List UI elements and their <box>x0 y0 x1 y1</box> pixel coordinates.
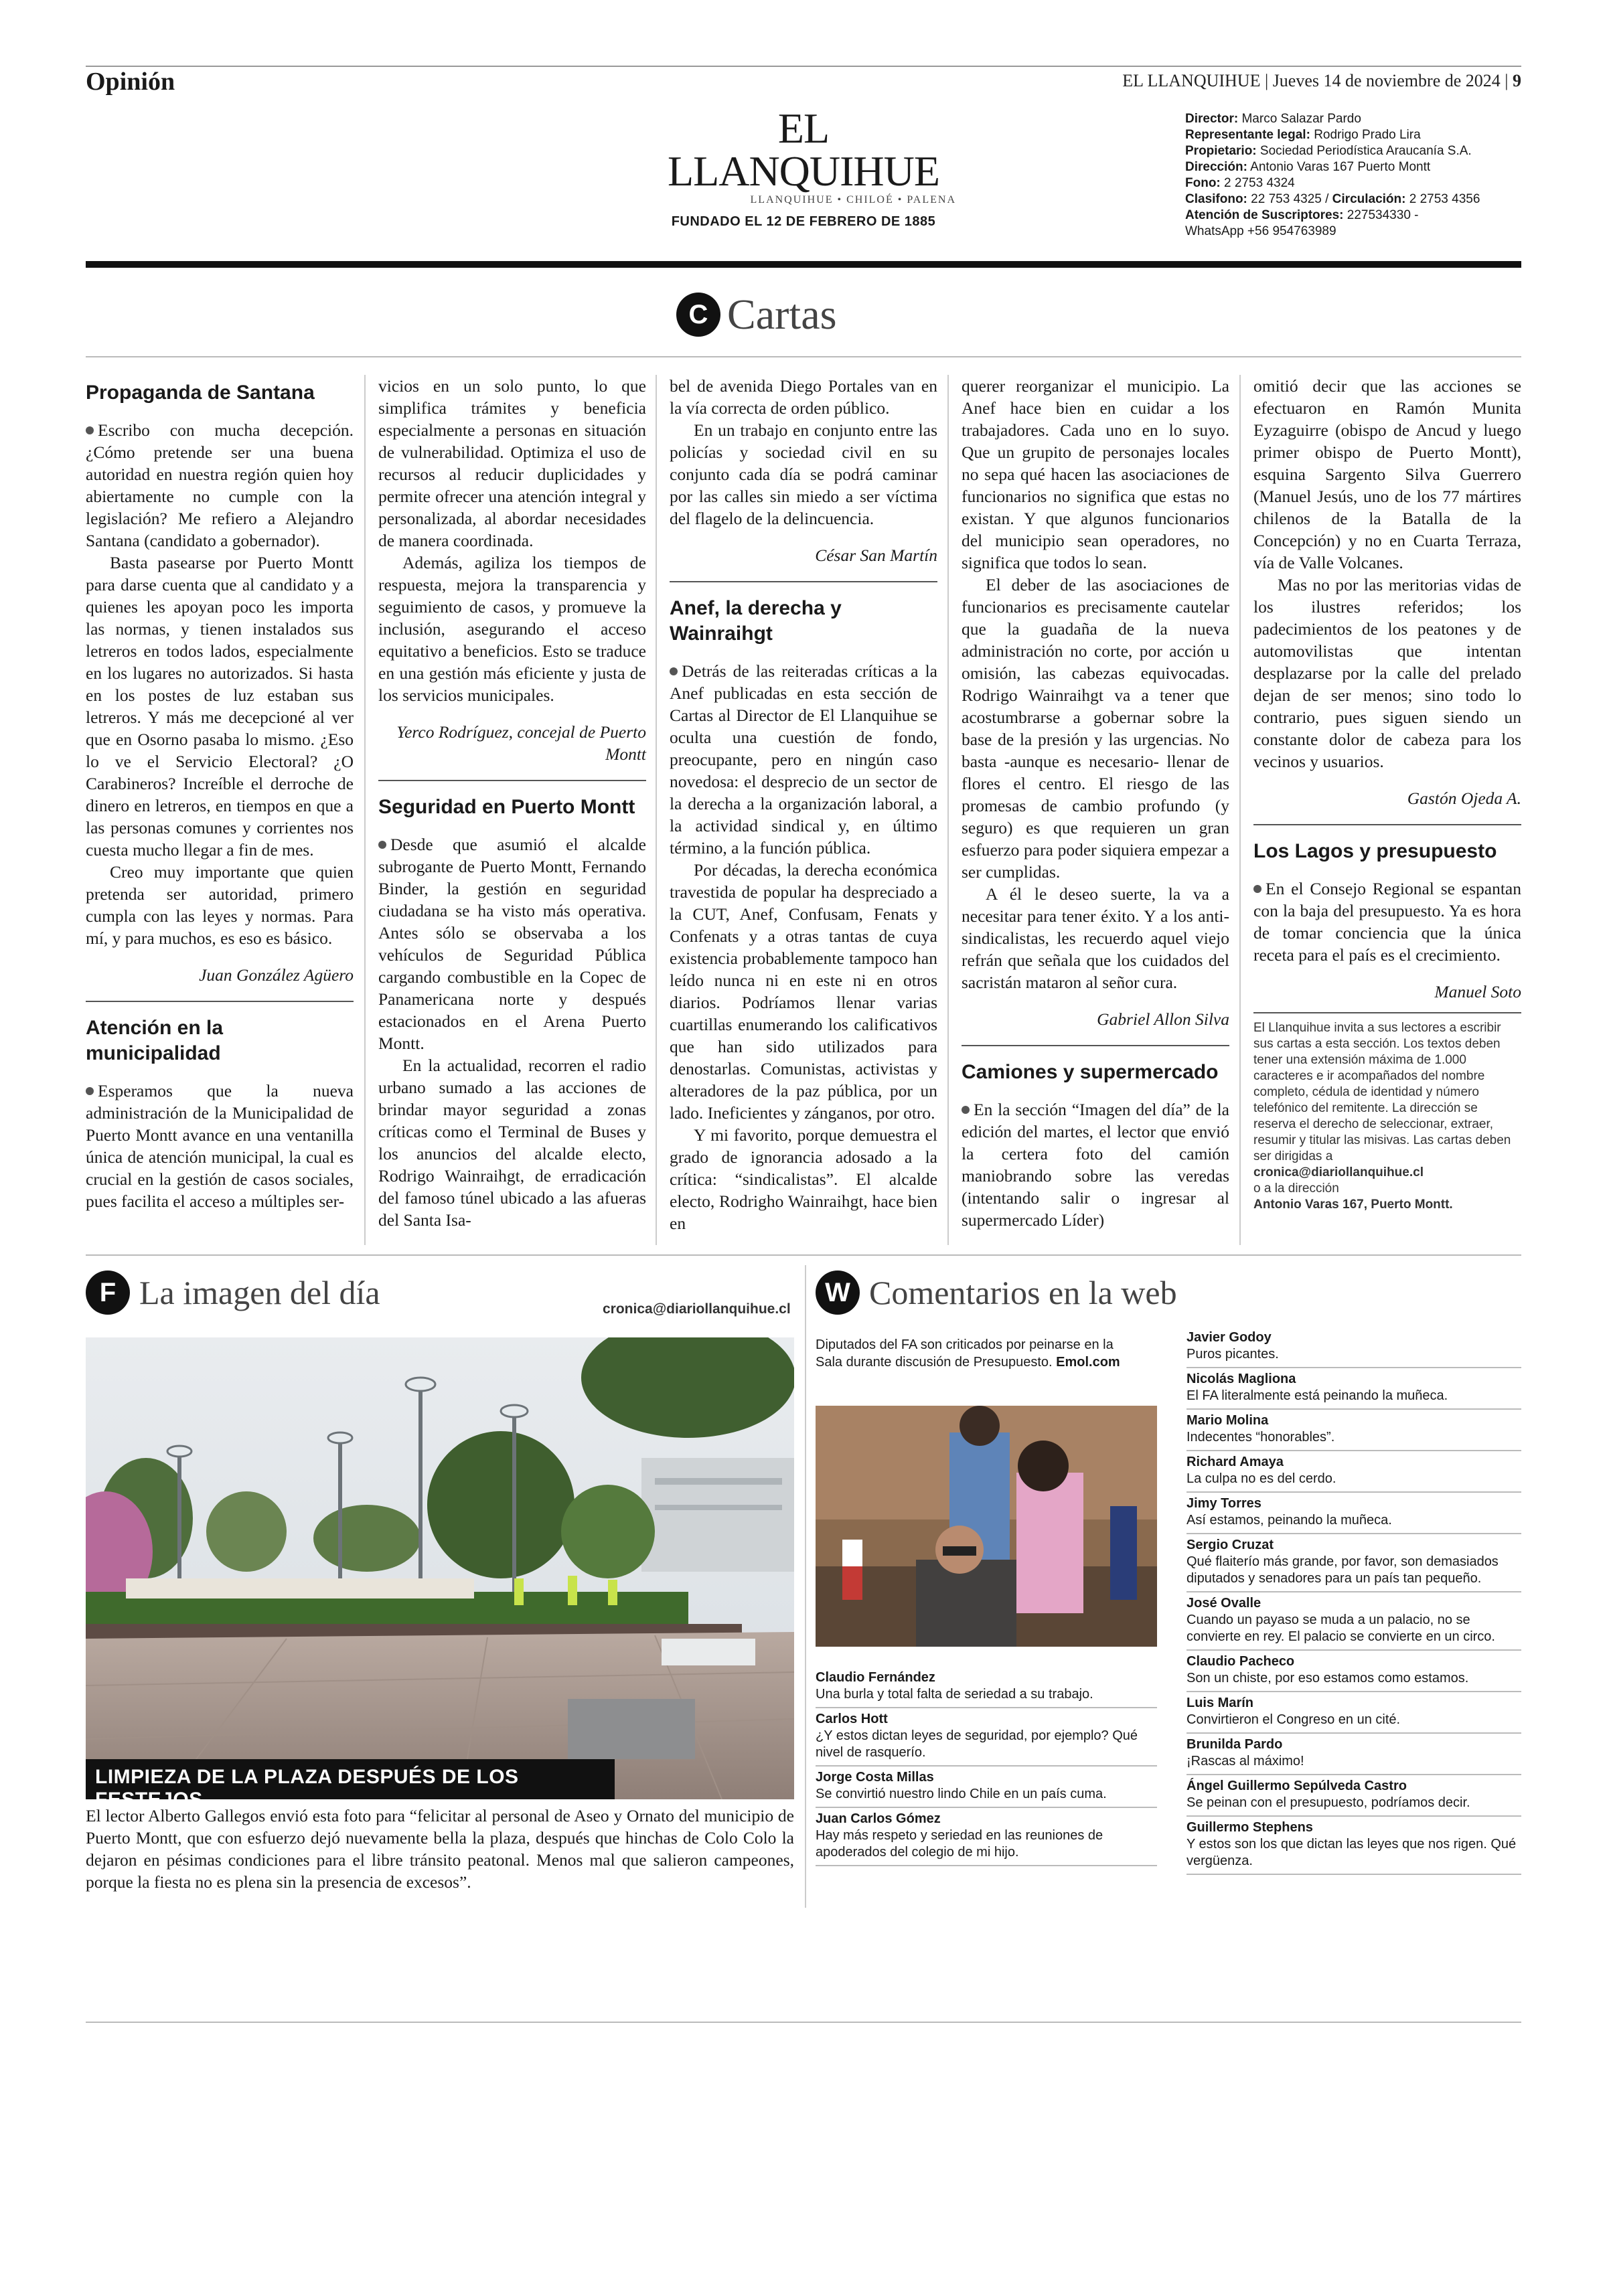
comment-author: Guillermo Stephens <box>1187 1820 1313 1835</box>
letter-paragraph: El deber de las asociaciones de funcionarios es precisamente cautelar que la guadaña de la nueva administración no corte, por acción u omisión, las cabezas equivocadas. Rodrigo Wainraihgt va a tener que acostumbrarse a gobernar sobre la base de la presión y las urgencias. No basta -aunque es necesario- llenar de flores el centro. El riesgo de las promesas de cambio profundo (y seguro) es que requieren un gran esfuerzo para poder siquiera empezar a ser cumplidas. <box>962 575 1229 882</box>
letter-signature: Juan González Agüero <box>199 965 354 985</box>
comment-item <box>1187 1534 1521 1592</box>
letter-headline: Camiones y supermercado <box>962 1061 1219 1083</box>
comment-item <box>1187 1451 1521 1493</box>
comment-author: Nicolás Magliona <box>1187 1372 1296 1386</box>
comment-text: Convirtieron el Congreso en un cité. <box>1187 1712 1401 1727</box>
masthead-regions: LLANQUIHUE • CHILOÉ • PALENA <box>750 194 956 206</box>
comments-column-2 <box>1187 1327 1521 1875</box>
comment-author: Richard Amaya <box>1187 1455 1284 1469</box>
comment-item <box>816 1708 1157 1767</box>
comment-author: Jimy Torres <box>1187 1496 1261 1511</box>
comentarios-title: Comentarios en la web <box>869 1274 1177 1311</box>
letter-headline: Seguridad en Puerto Montt <box>378 796 635 818</box>
top-rule <box>86 66 1521 67</box>
comment-author: Carlos Hott <box>816 1712 888 1726</box>
dateline-paper: EL LLANQUIHUE <box>1122 71 1261 90</box>
letter-paragraph: omitió decir que las acciones se efectuaron en Ramón Munita Eyzaguirre (obispo de Ancud y luego primer obispo de Puerto Montt), esquina Sargento Silva Guerrero (Manuel Jesús, uno de los 77 mártires chilenos de la Batalla de la Concepción) y no en Cuarta Terraza, vía de Valle Volcanes. <box>1253 376 1521 572</box>
letter-headline: Los Lagos y presupuesto <box>1253 840 1497 862</box>
letter-divider <box>1253 824 1521 825</box>
letter-paragraph: En la actualidad, recorren el radio urbano sumado a las acciones de brindar mayor seguridad a zonas críticas como el Terminal de Buses y los anuncios del alcalde electo, Rodrigo Wainraihgt, de erradicación del famoso túnel ubicado a las afueras del Santa Isa- <box>378 1056 646 1230</box>
letter-paragraph: querer reorganizar el municipio. La Anef hace bien en cuidar a los trabajadores. Cada uno en lo suyo. Que un grupito de personajes locales no sepa qué hacen las asociaciones de funcionarios no significa que estas no existan. Y que algunos funcionarios del municipio sean operadores, no significa que todos lo sean. <box>962 376 1229 572</box>
diputados-photo <box>816 1406 1157 1647</box>
bottom-rule <box>86 2022 1521 2023</box>
comment-item <box>1187 1493 1521 1534</box>
section-column-divider <box>805 1265 806 1908</box>
comment-item <box>816 1667 1157 1708</box>
dateline: EL LLANQUIHUE | Jueves 14 de noviembre de 2024 | 9 <box>1122 71 1521 90</box>
photo-description: El lector Alberto Gallegos envió esta foto para “felicitar al personal de Aseo y Ornato del municipio de Puerto Montt, que con esfuerzo dejó nuevamente bella la plaza, después que hinchas de Colo Colo la dejaron en pésimas condiciones para el libre tránsito peatonal. Menos mal que salieron campeones, porque la fiesta no es plena sin la presencia de excesos”. <box>86 1806 794 1892</box>
letter-paragraph: vicios en un solo punto, lo que simplifica trámites y beneficia especialmente a personas en situación de vulnerabilidad. Optimiza el uso de recursos al reducir duplicidades y permite ofrecer una atención integral y personalizada, al abordar necesidades de manera coordinada. <box>378 376 646 550</box>
imagen-email[interactable]: cronica@diariollanquihue.cl <box>603 1301 791 1317</box>
letter-paragraph: Creo muy importante que quien pretenda ser autoridad, primero cumpla con las leyes y normas. Para mí, y para muchos, es eso es básico. <box>86 862 354 948</box>
imagen-badge-icon: F <box>86 1270 130 1315</box>
comment-author: Claudio Fernández <box>816 1670 935 1685</box>
cartas-column-5 <box>1253 375 1521 1213</box>
submission-note: El Llanquihue invita a sus lectores a escribir sus cartas a esta sección. Los textos deben tener una extensión máxima de 1.000 caracteres e ir acompañados del nombre completo, cédula de identidad y número telefónico del remitente. La dirección se reserva el derecho de seleccionar, extraer, resumir y titular las misivas. Las cartas deben ser dirigidas a cronica@diariollanquihue.cl o a la dirección Antonio Varas 167, Puerto Montt. <box>1253 1021 1511 1212</box>
comment-author: José Ovalle <box>1187 1596 1261 1611</box>
comment-text: El FA literalmente está peinando la muñeca. <box>1187 1388 1448 1403</box>
comment-item <box>1187 1692 1521 1734</box>
comment-author: Claudio Pacheco <box>1187 1654 1295 1669</box>
letter-paragraph: Por décadas, la derecha económica travestida de popular ha despreciado a la CUT, Anef, Confusam, Fenats y Confenats y a otras tantas de cuya existencia probablemente tampoco han leído nunca ni en este ni en otros diarios. Podríamos llenar varias cuartillas enumerando los calificativos que han sido utilizados para denostarlas. Comunistas, activistas y alteradores de la paz pública, por un lado. Ineficientes y zánganos, por otro. <box>670 860 937 1123</box>
submission-email[interactable]: cronica@diariollanquihue.cl <box>1253 1165 1424 1179</box>
section-divider <box>86 1254 1521 1256</box>
comment-item <box>816 1808 1157 1866</box>
comment-text: Cuando un payaso se muda a un palacio, no se convierte en rey. El palacio se convierte en un circo. <box>1187 1613 1495 1644</box>
letter-paragraph: En un trabajo en conjunto entre las policías y sociedad civil en su conjunto cada día se podrá caminar por las calles sin miedo a ser víctima del flagelo de la delincuencia. <box>670 420 937 528</box>
diputados-photo-illustration <box>816 1406 1157 1647</box>
comentarios-badge-icon: W <box>816 1270 860 1315</box>
comment-author: Mario Molina <box>1187 1413 1269 1428</box>
letter-headline: Atención en la municipalidad <box>86 1017 224 1064</box>
bullet-icon <box>1253 885 1261 893</box>
comment-text: Y estos son los que dictan las leyes que nos rigen. Qué vergüenza. <box>1187 1837 1517 1868</box>
comment-text: Indecentes “honorables”. <box>1187 1430 1335 1445</box>
cartas-title: Cartas <box>727 291 837 338</box>
comment-text: Una burla y total falta de seriedad a su trabajo. <box>816 1687 1093 1702</box>
letter-signature: Yerco Rodríguez, concejal de Puerto Montt <box>396 722 646 764</box>
letter-headline: Anef, la derecha y Wainraihgt <box>670 597 842 645</box>
comment-text: La culpa no es del cerdo. <box>1187 1471 1336 1486</box>
column-divider <box>1239 375 1241 1245</box>
staff-line: WhatsApp +56 954763989 <box>1185 224 1336 238</box>
comment-item <box>1187 1817 1521 1875</box>
letter-divider <box>1253 1012 1521 1013</box>
letter-signature: Manuel Soto <box>1434 982 1521 1001</box>
letter-paragraph: Escribo con mucha decepción. ¿Cómo pretende ser una buena autoridad en nuestra región quien hoy abiertamente no cumple con la legislación? Me refiero a Alejandro Santana (candidato a gobernador). <box>86 420 354 550</box>
bullet-icon <box>670 667 678 675</box>
comment-text: ¡Rascas al máximo! <box>1187 1754 1304 1769</box>
letter-signature: Gastón Ojeda A. <box>1407 789 1521 808</box>
comment-item <box>1187 1592 1521 1651</box>
letter-headline: Propaganda de Santana <box>86 382 315 404</box>
masthead-name: EL LLANQUIHUE <box>668 104 939 195</box>
letter-paragraph: Detrás de las reiteradas críticas a la Anef publicadas en esta sección de Cartas al Director de El Llanquihue se oculta una cuestión de fondo, preocupante, pero en ningún caso novedosa: el desprecio de un sector de la derecha a la organización laboral, a la actividad sindical y, en último término, a la función pública. <box>670 661 937 857</box>
letter-paragraph: A él le deseo suerte, la va a necesitar para tener éxito. Y a los anti-sindicalistas, les recuerdo aquel viejo refrán que señala que los cuidados del sacristán mataron al señor cura. <box>962 884 1229 992</box>
dateline-date: Jueves 14 de noviembre de 2024 <box>1272 71 1501 90</box>
staff-box <box>1185 111 1520 240</box>
comment-text: Hay más respeto y seriedad en las reuniones de apoderados del colegio de mi hijo. <box>816 1828 1103 1860</box>
staff-line: Representante legal: Rodrigo Prado Lira <box>1185 128 1421 142</box>
page-number: 9 <box>1513 71 1521 90</box>
comment-text: Puros picantes. <box>1187 1347 1279 1362</box>
photo-caption: LIMPIEZA DE LA PLAZA DESPUÉS DE LOS FESTEJOS <box>86 1759 615 1799</box>
letter-paragraph: Desde que asumió el alcalde subrogante de Puerto Montt, Fernando Binder, la gestión en seguridad ciudadana se ha visto más operativa. Antes sólo se observaba a los vehículos de Seguridad Pública cargando combustible en la Copec de Panamericana norte y después estacionados en el Arena Puerto Montt. <box>378 835 646 1053</box>
comment-author: Brunilda Pardo <box>1187 1737 1283 1752</box>
comment-text: ¿Y estos dictan leyes de seguridad, por ejemplo? Qué nivel de rasquerío. <box>816 1728 1138 1760</box>
comment-author: Ángel Guillermo Sepúlveda Castro <box>1187 1779 1407 1793</box>
comment-author: Juan Carlos Gómez <box>816 1811 941 1826</box>
masthead-founded: FUNDADO EL 12 DE FEBRERO DE 1885 <box>671 214 936 229</box>
cartas-column-1 <box>86 375 354 1212</box>
plaza-photo <box>86 1337 794 1799</box>
comments-column-1 <box>816 1667 1157 1866</box>
column-divider <box>656 375 657 1245</box>
comentarios-heading <box>816 1270 1177 1315</box>
comment-item <box>1187 1410 1521 1451</box>
letter-paragraph: En el Consejo Regional se espantan con la baja del presupuesto. Ya es hora de tomar conciencia que la única receta para el país es el crecimiento. <box>1253 879 1521 965</box>
staff-line: Clasifono: 22 753 4325 / Circulación: 2 2753 4356 <box>1185 192 1480 206</box>
comment-item <box>816 1767 1157 1808</box>
letter-signature: César San Martín <box>815 546 937 565</box>
letter-divider <box>378 780 646 781</box>
comment-text: Se peinan con el presupuesto, podríamos decir. <box>1187 1795 1470 1810</box>
comment-text: Se convirtió nuestro lindo Chile en un país cuma. <box>816 1787 1107 1801</box>
staff-line: Atención de Suscriptores: 227534330 - <box>1185 208 1419 222</box>
cartas-column-4 <box>962 375 1229 1231</box>
letter-paragraph: Esperamos que la nueva administración de la Municipalidad de Puerto Montt avance en una ventanilla única de atención municipal, la cual es crucial en la gestión de casos sociales, pues facilita el acceso a múltiples ser- <box>86 1081 354 1211</box>
cartas-column-2 <box>378 375 646 1231</box>
letter-paragraph: Además, agiliza los tiempos de respuesta, mejora la transparencia y seguimiento de casos, y promueve la inclusión, asegurando el acceso equitativo a beneficios. Esto se traduce en una gestión más eficiente y justa de los servicios municipales. <box>378 553 646 705</box>
cartas-rule <box>86 356 1521 357</box>
comment-text: Qué flaiterío más grande, por favor, son demasiados diputados y senadores para un país tan pequeño. <box>1187 1554 1499 1586</box>
bullet-icon <box>962 1106 970 1114</box>
comment-text: Son un chiste, por eso estamos como estamos. <box>1187 1671 1469 1686</box>
staff-line: Fono: 2 2753 4324 <box>1185 176 1295 190</box>
imagen-heading <box>86 1270 380 1315</box>
header-divider <box>86 261 1521 268</box>
letter-divider <box>86 1001 354 1002</box>
letter-signature: Gabriel Allon Silva <box>1097 1009 1229 1029</box>
staff-line: Propietario: Sociedad Periodística Araucanía S.A. <box>1185 144 1472 158</box>
comment-author: Sergio Cruzat <box>1187 1538 1274 1552</box>
cartas-badge-icon: C <box>676 293 720 337</box>
column-divider <box>947 375 949 1245</box>
comment-item <box>1187 1368 1521 1410</box>
comment-text: Así estamos, peinando la muñeca. <box>1187 1513 1392 1528</box>
comentarios-source: Emol.com <box>1056 1355 1120 1370</box>
letter-divider <box>962 1045 1229 1046</box>
column-divider <box>364 375 366 1245</box>
masthead <box>643 104 964 230</box>
bullet-icon <box>86 1087 94 1095</box>
submission-address: Antonio Varas 167, Puerto Montt. <box>1253 1198 1453 1212</box>
comment-author: Jorge Costa Millas <box>816 1770 934 1785</box>
cartas-column-3 <box>670 375 937 1234</box>
cartas-heading <box>676 288 837 341</box>
imagen-title: La imagen del día <box>139 1274 380 1311</box>
bullet-icon <box>378 841 386 849</box>
letter-paragraph: bel de avenida Diego Portales van en la vía correcta de orden público. <box>670 376 937 418</box>
staff-line: Director: Marco Salazar Pardo <box>1185 112 1361 126</box>
comment-item <box>1187 1651 1521 1692</box>
section-label: Opinión <box>86 68 175 96</box>
comment-item <box>1187 1327 1521 1368</box>
comentarios-lead: Diputados del FA son criticados por peinarse en la Sala durante discusión de Presupuesto. Emol.com <box>816 1337 1120 1370</box>
comment-author: Luis Marín <box>1187 1696 1254 1710</box>
letter-paragraph: En la sección “Imagen del día” de la edición del martes, el lector que envió la certera foto del camión maniobrando sobre las veredas (intentando salir o ingresar al supermercado Líder) <box>962 1100 1229 1230</box>
comment-author: Javier Godoy <box>1187 1330 1272 1345</box>
plaza-photo-illustration <box>86 1337 794 1799</box>
letter-paragraph: Basta pasearse por Puerto Montt para darse cuenta que al candidato y a quienes les apoyan poco les importa las normas, y tienen instalados sus letreros en todos lados, especialmente en los lugares no autorizados. Si hasta en los postes de luz estaban sus letreros. Y más me decepcioné al ver que en Osorno pasaba lo mismo. ¿Eso lo ve el Servicio Electoral? ¿O Carabineros? Increíble el derroche de dinero en letreros, en tiempos en que a las personas comunes y corrientes nos cuesta mucho llegar a fin de mes. <box>86 553 354 859</box>
comment-item <box>1187 1734 1521 1775</box>
letter-divider <box>670 581 937 582</box>
letter-paragraph: Mas no por las meritorias vidas de los ilustres referidos; los padecimientos de los peatones y de automovilistas que intentan desplazarse por la calle del prelado dejan de ser menos; sino todo lo contrario, pues siguen siendo un constante dolor de cabeza para los vecinos y usuarios. <box>1253 575 1521 771</box>
comment-item <box>1187 1775 1521 1817</box>
letter-paragraph: Y mi favorito, porque demuestra el grado de ignorancia adosado a la crítica: “sindicalistas”. El alcalde electo, Rodrigho Wainraihgt, hace bien en <box>670 1125 937 1233</box>
staff-line: Dirección: Antonio Varas 167 Puerto Montt <box>1185 160 1431 174</box>
bullet-icon <box>86 426 94 434</box>
